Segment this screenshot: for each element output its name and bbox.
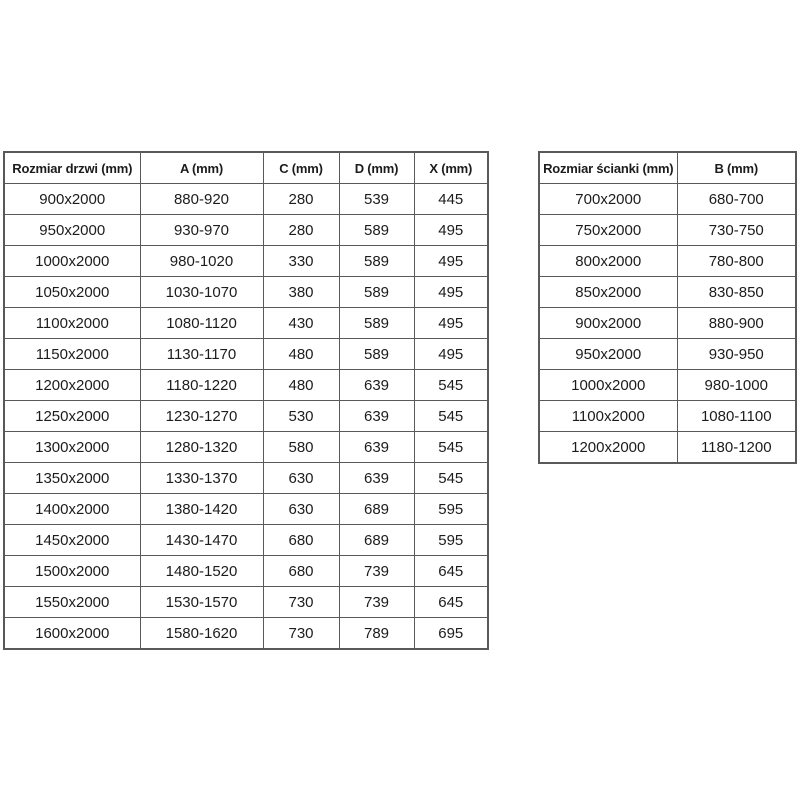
table-cell: 1550x2000 — [4, 587, 140, 618]
table-row — [539, 184, 796, 215]
table-cell: 1200x2000 — [4, 370, 140, 401]
table-cell: 495 — [414, 277, 488, 308]
table-cell: 495 — [414, 246, 488, 277]
table-row — [539, 246, 796, 277]
table-cell: 900x2000 — [539, 308, 677, 339]
table-cell: 530 — [263, 401, 339, 432]
table-cell: 800x2000 — [539, 246, 677, 277]
table-cell: 1400x2000 — [4, 494, 140, 525]
table-cell: 880-920 — [140, 184, 263, 215]
header-row — [4, 152, 488, 184]
table-cell: 1200x2000 — [539, 432, 677, 464]
column-header: C (mm) — [263, 152, 339, 184]
table-row — [539, 308, 796, 339]
table-cell: 639 — [339, 432, 414, 463]
table-cell: 545 — [414, 463, 488, 494]
table-cell: 645 — [414, 587, 488, 618]
table-cell: 630 — [263, 463, 339, 494]
table-cell: 880-900 — [677, 308, 796, 339]
table-cell: 695 — [414, 618, 488, 650]
table-cell: 730 — [263, 618, 339, 650]
table-row — [539, 215, 796, 246]
column-header: A (mm) — [140, 152, 263, 184]
table-row — [4, 308, 488, 339]
table-cell: 830-850 — [677, 277, 796, 308]
table-cell: 639 — [339, 401, 414, 432]
table-row — [4, 246, 488, 277]
table-cell: 1450x2000 — [4, 525, 140, 556]
table-row — [539, 432, 796, 464]
table-cell: 280 — [263, 184, 339, 215]
table-cell: 539 — [339, 184, 414, 215]
table-row — [4, 587, 488, 618]
table-cell: 1500x2000 — [4, 556, 140, 587]
table-cell: 580 — [263, 432, 339, 463]
table-row — [4, 184, 488, 215]
table-cell: 680-700 — [677, 184, 796, 215]
table-row — [4, 401, 488, 432]
table-cell: 850x2000 — [539, 277, 677, 308]
table-row — [4, 556, 488, 587]
table-cell: 480 — [263, 370, 339, 401]
column-header: D (mm) — [339, 152, 414, 184]
table-cell: 495 — [414, 339, 488, 370]
table-cell: 589 — [339, 215, 414, 246]
table-cell: 589 — [339, 246, 414, 277]
table-cell: 589 — [339, 339, 414, 370]
table-cell: 1330-1370 — [140, 463, 263, 494]
table-row — [4, 463, 488, 494]
table-cell: 700x2000 — [539, 184, 677, 215]
table-cell: 1430-1470 — [140, 525, 263, 556]
table-cell: 1300x2000 — [4, 432, 140, 463]
table-cell: 639 — [339, 370, 414, 401]
table-cell: 480 — [263, 339, 339, 370]
table-cell: 645 — [414, 556, 488, 587]
table-cell: 950x2000 — [4, 215, 140, 246]
table-row — [539, 401, 796, 432]
table-cell: 1230-1270 — [140, 401, 263, 432]
table-cell: 545 — [414, 432, 488, 463]
table-row — [4, 618, 488, 650]
table-cell: 950x2000 — [539, 339, 677, 370]
table-cell: 1050x2000 — [4, 277, 140, 308]
table-cell: 930-950 — [677, 339, 796, 370]
table-cell: 750x2000 — [539, 215, 677, 246]
column-header: Rozmiar drzwi (mm) — [4, 152, 140, 184]
table-cell: 980-1000 — [677, 370, 796, 401]
table-cell: 689 — [339, 494, 414, 525]
table-row — [4, 339, 488, 370]
table-cell: 1100x2000 — [4, 308, 140, 339]
table-cell: 1250x2000 — [4, 401, 140, 432]
table-cell: 639 — [339, 463, 414, 494]
table-cell: 900x2000 — [4, 184, 140, 215]
table-cell: 595 — [414, 494, 488, 525]
table-cell: 1080-1120 — [140, 308, 263, 339]
table-row — [539, 339, 796, 370]
table-cell: 739 — [339, 556, 414, 587]
column-header: B (mm) — [677, 152, 796, 184]
table-cell: 445 — [414, 184, 488, 215]
table-row — [4, 370, 488, 401]
table-cell: 730-750 — [677, 215, 796, 246]
table-cell: 1380-1420 — [140, 494, 263, 525]
wall-panel-size-table — [538, 151, 797, 464]
table-cell: 380 — [263, 277, 339, 308]
table-row — [4, 494, 488, 525]
table-cell: 545 — [414, 370, 488, 401]
table-cell: 595 — [414, 525, 488, 556]
table-cell: 495 — [414, 215, 488, 246]
table-cell: 780-800 — [677, 246, 796, 277]
table-cell: 330 — [263, 246, 339, 277]
table-cell: 1180-1200 — [677, 432, 796, 464]
door-size-table — [3, 151, 489, 650]
table-cell: 1350x2000 — [4, 463, 140, 494]
table-cell: 1000x2000 — [4, 246, 140, 277]
table-cell: 1530-1570 — [140, 587, 263, 618]
table-cell: 680 — [263, 556, 339, 587]
table-row — [539, 277, 796, 308]
table-cell: 589 — [339, 308, 414, 339]
table-cell: 589 — [339, 277, 414, 308]
column-header: X (mm) — [414, 152, 488, 184]
table-cell: 495 — [414, 308, 488, 339]
table-cell: 1480-1520 — [140, 556, 263, 587]
table-cell: 545 — [414, 401, 488, 432]
table-row — [539, 370, 796, 401]
table-row — [4, 277, 488, 308]
table-cell: 1150x2000 — [4, 339, 140, 370]
column-header: Rozmiar ścianki (mm) — [539, 152, 677, 184]
table-row — [4, 432, 488, 463]
table-cell: 680 — [263, 525, 339, 556]
table-cell: 1130-1170 — [140, 339, 263, 370]
table-cell: 1080-1100 — [677, 401, 796, 432]
table-cell: 1280-1320 — [140, 432, 263, 463]
table-cell: 630 — [263, 494, 339, 525]
table-cell: 739 — [339, 587, 414, 618]
table-cell: 280 — [263, 215, 339, 246]
table-cell: 1580-1620 — [140, 618, 263, 650]
table-cell: 689 — [339, 525, 414, 556]
table-row — [4, 215, 488, 246]
table-cell: 1180-1220 — [140, 370, 263, 401]
table-cell: 1100x2000 — [539, 401, 677, 432]
table-cell: 1030-1070 — [140, 277, 263, 308]
table-cell: 1600x2000 — [4, 618, 140, 650]
table-cell: 930-970 — [140, 215, 263, 246]
table-cell: 789 — [339, 618, 414, 650]
table-row — [4, 525, 488, 556]
header-row — [539, 152, 796, 184]
table-cell: 730 — [263, 587, 339, 618]
table-cell: 1000x2000 — [539, 370, 677, 401]
table-cell: 430 — [263, 308, 339, 339]
table-cell: 980-1020 — [140, 246, 263, 277]
